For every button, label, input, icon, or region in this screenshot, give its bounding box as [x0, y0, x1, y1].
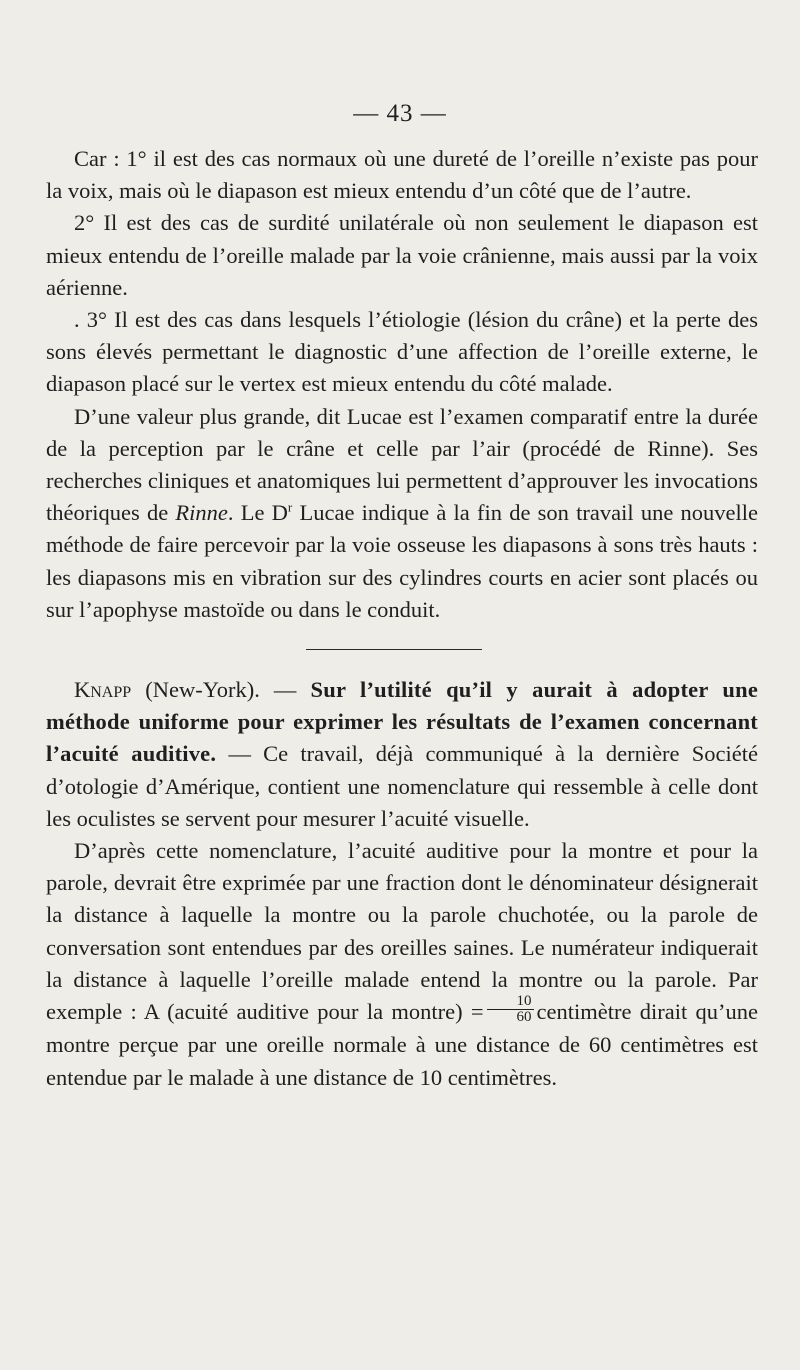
fraction-numerator: 10 [487, 994, 534, 1010]
rinne-name: Rinne [175, 500, 228, 526]
fraction-denominator: 60 [516, 1009, 532, 1026]
paragraph-6-end: centimètre dirait qu’une montre perçue par une oreille normale à une distance de 60 centimètres est entendue par le malade à une distance de 10 centimètres. [46, 999, 758, 1090]
author-location: (New-York). — [131, 677, 311, 703]
paragraph-2: 2° Il est des cas de surdité unilatérale où non seulement le diapason est mieux entendu de l’oreille malade par la voie crânienne, mais aussi par la voix aérienne. [46, 210, 758, 300]
acuity-fraction [487, 994, 534, 1025]
body-text [46, 143, 758, 1094]
paragraph-3: . 3° Il est des cas dans lesquels l’étiologie (lésion du crâne) et la perte des sons élevés permettant le diagnostic d’une affection de l’oreille externe, le diapason placé sur le vertex est mieux entendu du côté malade. [46, 307, 758, 397]
knapp-paragraph [46, 674, 758, 835]
paragraph-4-middle: . Le D [227, 500, 288, 526]
paragraph-6-start: D’après cette nomenclature, l’acuité auditive pour la montre et pour la parole, devrait être exprimée par une fraction dont le dénominateur désignerait la distance à laquelle la montre ou la parole chuchotée, ou la parole de conversation sont entendues par des oreilles saines. Le numérateur indiquerait la distance à laquelle l’oreille malade entend la montre ou la parole. Par exemple : A (acuité auditive pour la montre) = [46, 838, 758, 1025]
paragraph-1: Car : 1° il est des cas normaux où une dureté de l’oreille n’existe pas pour la voix, mais où le diapason est mieux entendu d’un côté que de l’autre. [46, 146, 758, 204]
page-number: — 43 — [353, 100, 447, 127]
article-title: Sur l’utilité qu’il y aurait à adopter une méthode uniforme pour exprimer les résultats de l’examen concernant l’acuité auditive. [46, 677, 759, 767]
paragraph-4-start: D’une valeur plus grande, dit Lucae est l’examen comparatif entre la durée de la perception par le crâne et celle par l’air (procédé de Rinne). Ses recherches cliniques et anatomiques lui permettent d’approuver les invocations théoriques de [46, 403, 758, 526]
paragraph-4 [46, 401, 758, 626]
doctor-superscript: r [287, 499, 293, 515]
knapp-text: — Ce travail, déjà communiqué à la dernière Société d’otologie d’Amérique, contient une nomenclature qui ressemble à celle dont les oculistes se servent pour mesurer l’acuité visuelle. [46, 741, 758, 831]
paragraph-4-end: Lucae indique à la fin de son travail une nouvelle méthode de faire percevoir par la voie osseuse les diapasons à sons très hauts : les diapasons mis en vibration sur des cylindres courts en acier sont placés ou sur l’apophyse mastoïde ou dans le conduit. [46, 500, 758, 622]
paragraph-6 [46, 835, 758, 1094]
section-separator [306, 649, 482, 650]
author-name: Knapp [74, 677, 132, 703]
